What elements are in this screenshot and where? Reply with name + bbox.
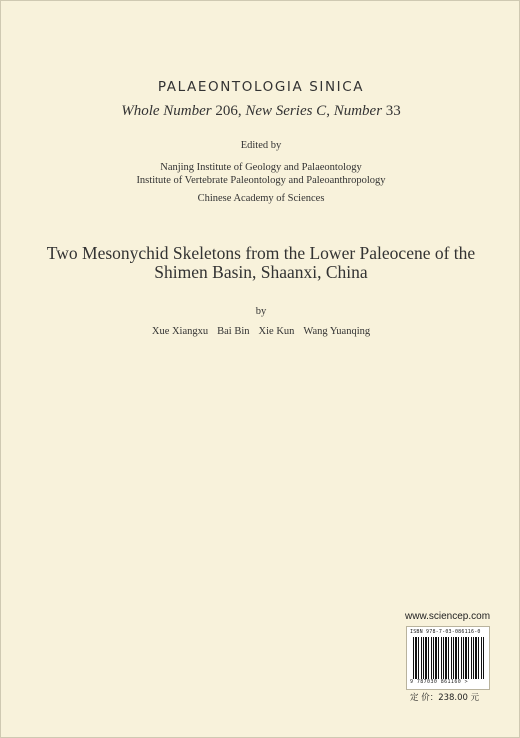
title-line-2: Shimen Basin, Shaanxi, China	[154, 262, 368, 282]
author-name: Xue Xiangxu	[151, 326, 209, 337]
author-name: Xie Kun	[258, 326, 295, 337]
separator: ,	[326, 103, 334, 119]
by-label: by	[255, 306, 267, 317]
series-title: PALAEONTOLOGIA SINICA	[157, 79, 365, 95]
barcode-bars	[413, 637, 485, 679]
edited-by: Edited by	[240, 140, 282, 151]
publisher-website: www.sciencep.com	[405, 611, 491, 622]
institute-ivpp: Institute of Vertebrate Paleontology and Paleoanthropology	[136, 175, 386, 186]
author-name: Wang Yuanqing	[303, 326, 371, 337]
price-label: 定 价：238.00 元	[410, 693, 480, 703]
whole-number-line	[1, 103, 520, 120]
whole-number-value: 206,	[211, 103, 246, 119]
author-list	[1, 326, 520, 337]
title-line-1: Two Mesonychid Skeletons from the Lower Paleocene of the	[46, 243, 476, 263]
academy-name: Chinese Academy of Sciences	[197, 193, 325, 204]
number-label: Number	[333, 103, 383, 119]
institute-nanjing: Nanjing Institute of Geology and Palaeontology	[160, 162, 362, 173]
author-name: Bai Bin	[217, 326, 250, 337]
whole-number-label: Whole Number	[121, 103, 212, 119]
number-value: 33	[382, 103, 401, 119]
isbn-text: ISBN 978-7-03-086116-0	[410, 629, 481, 635]
barcode-number: 9 787030 861160 >	[410, 679, 468, 685]
new-series-label: New Series C	[245, 103, 327, 119]
isbn-barcode	[406, 626, 490, 690]
